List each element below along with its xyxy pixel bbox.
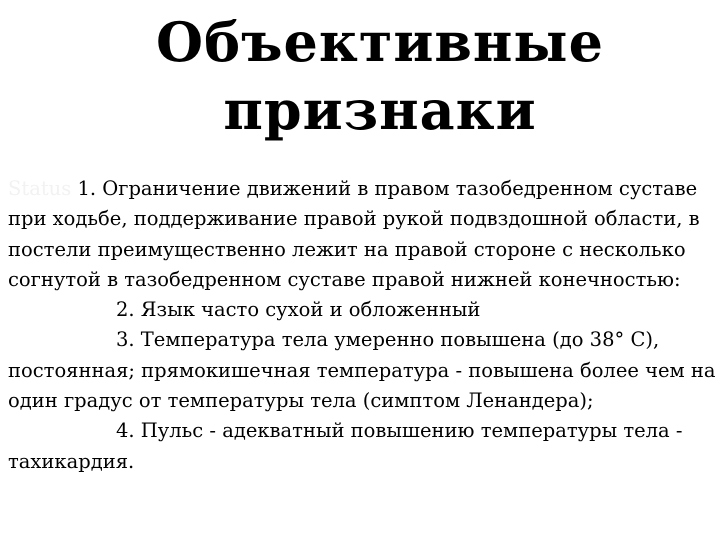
item-4-text: 4. Пульс - адекватный повышению температуры тела - — [116, 419, 683, 443]
item-1-text: 1. Ограничение движений в правом тазобедренном суставе — [77, 177, 698, 200]
body-line-3: постели преимущественно лежит на правой стороне с несколько — [8, 237, 686, 261]
faint-status-label: Status — [8, 177, 72, 200]
body-line-7: постоянная; прямокишечная температура - повышена более чем на — [8, 358, 716, 382]
item-2-text: 2. Язык часто сухой и обложенный — [116, 298, 481, 322]
item-3-text: 3. Температура тела умеренно повышена (до 38° С), — [116, 328, 660, 352]
slide-body — [8, 174, 714, 477]
slide-title-line-2: признаки — [223, 78, 537, 142]
slide-title-line-1: Объективные — [156, 10, 604, 74]
body-line-8: один градус от температуры тела (симптом Ленандера); — [8, 389, 594, 413]
body-line-10: тахикардия. — [8, 449, 135, 473]
body-line-2: при ходьбе, поддерживание правой рукой подвздошной области, в — [8, 207, 700, 231]
body-line-4: согнутой в тазобедренном суставе правой нижней конечностью: — [8, 267, 681, 291]
slide-title — [120, 8, 640, 144]
body-line-1 — [8, 174, 714, 204]
